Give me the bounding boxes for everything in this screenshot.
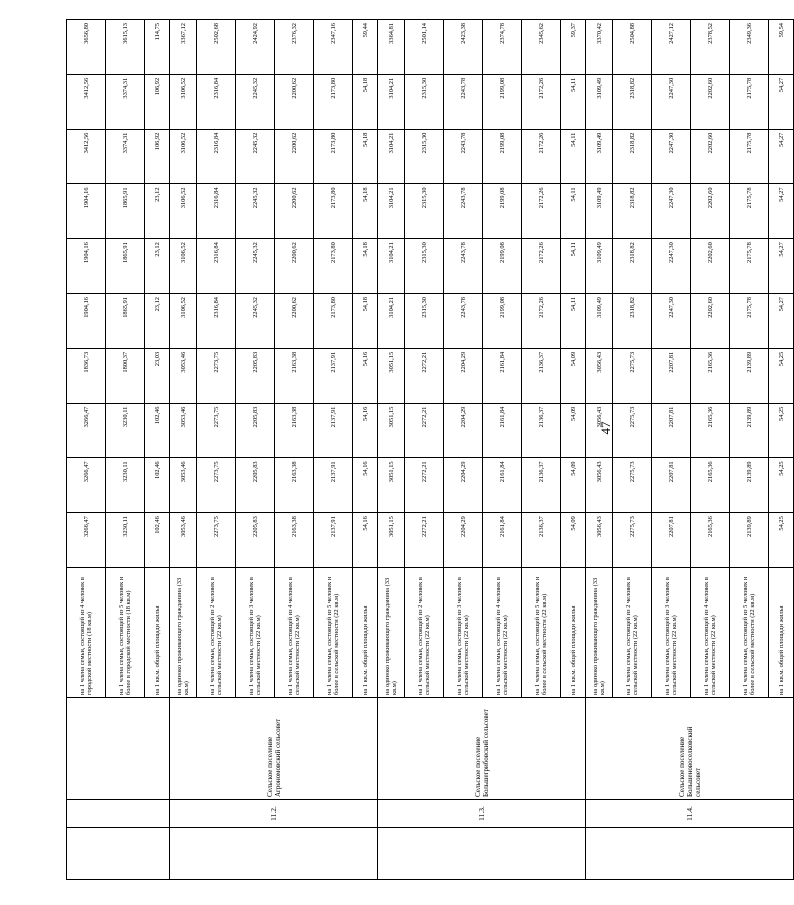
value-cell: 2172,26 xyxy=(522,74,561,129)
value-cell: 3412,56 xyxy=(67,74,106,129)
value-cell: 54,25 xyxy=(769,403,794,458)
norm-description: на 1 члена семьи, состоящей из 4 человек в сельской местности (22 кв.м) xyxy=(691,568,730,698)
value-cell: 2501,14 xyxy=(405,20,444,75)
value-cell: 2163,38 xyxy=(275,348,314,403)
value-cell: 2315,30 xyxy=(405,74,444,129)
value-cell: 2315,30 xyxy=(405,129,444,184)
value-cell: 3106,52 xyxy=(170,294,197,349)
value-cell: 3266,47 xyxy=(67,513,106,568)
value-cell: 2245,32 xyxy=(236,294,275,349)
value-cell: 3364,81 xyxy=(378,20,405,75)
value-cell: 2161,84 xyxy=(483,403,522,458)
norm-description: на 1 члена семьи, состоящей из 4 человек в сельской местности (22 кв.м) xyxy=(275,568,314,698)
value-cell: 106,92 xyxy=(145,74,170,129)
value-cell: 102,46 xyxy=(145,458,170,513)
value-cell: 54,25 xyxy=(769,458,794,513)
norm-description: на 1 кв.м. общей площади жилья xyxy=(561,568,586,698)
value-cell: 2199,08 xyxy=(483,294,522,349)
value-cell: 2318,82 xyxy=(613,294,652,349)
value-cell: 2161,84 xyxy=(483,513,522,568)
value-cell: 2349,36 xyxy=(730,20,769,75)
blank-cell xyxy=(586,828,794,880)
value-cell: 3106,52 xyxy=(170,184,197,239)
value-cell: 2247,30 xyxy=(652,294,691,349)
value-cell: 3104,21 xyxy=(378,239,405,294)
value-cell: 2318,82 xyxy=(613,74,652,129)
norm-description: на 1 члена семьи, состоящей из 3 человек в сельской местности (22 кв.м) xyxy=(236,568,275,698)
value-cell: 3109,49 xyxy=(586,239,613,294)
value-cell: 2243,78 xyxy=(444,129,483,184)
table-row xyxy=(67,20,106,880)
value-cell: 2175,78 xyxy=(730,184,769,239)
value-cell: 2207,81 xyxy=(652,403,691,458)
value-cell: 3106,52 xyxy=(170,129,197,184)
value-cell: 54,18 xyxy=(353,184,378,239)
value-cell: 2315,30 xyxy=(405,239,444,294)
value-cell: 2243,78 xyxy=(444,294,483,349)
value-cell: 54,27 xyxy=(769,129,794,184)
value-cell: 2272,21 xyxy=(405,403,444,458)
value-cell: 2175,78 xyxy=(730,129,769,184)
value-cell: 3104,21 xyxy=(378,74,405,129)
value-cell: 2137,91 xyxy=(314,458,353,513)
value-cell: 3056,43 xyxy=(586,458,613,513)
section-code xyxy=(67,800,170,828)
value-cell: 2175,78 xyxy=(730,294,769,349)
value-cell: 3230,11 xyxy=(106,458,145,513)
value-cell: 2165,36 xyxy=(691,348,730,403)
table-row xyxy=(378,20,405,880)
value-cell: 3266,47 xyxy=(67,403,106,458)
value-cell: 2199,08 xyxy=(483,184,522,239)
value-cell: 2165,36 xyxy=(691,403,730,458)
blank-cell xyxy=(378,828,586,880)
table-row xyxy=(170,20,197,880)
value-cell: 54,25 xyxy=(769,513,794,568)
value-cell: 3051,15 xyxy=(378,458,405,513)
value-cell: 2273,75 xyxy=(197,348,236,403)
value-cell: 3109,49 xyxy=(586,294,613,349)
value-cell: 2136,37 xyxy=(522,513,561,568)
norm-description: на 1 члена семьи, состоящей из 2 человек в сельской местности (22 кв.м) xyxy=(405,568,444,698)
value-cell: 2139,89 xyxy=(730,348,769,403)
value-cell: 2345,62 xyxy=(522,20,561,75)
value-cell: 2273,75 xyxy=(197,403,236,458)
value-cell: 3104,21 xyxy=(378,129,405,184)
value-cell: 2205,83 xyxy=(236,348,275,403)
value-cell: 2165,36 xyxy=(691,513,730,568)
norm-description: на 1 кв.м. общей площади жилья xyxy=(353,568,378,698)
value-cell: 3056,43 xyxy=(586,403,613,458)
value-cell: 2202,60 xyxy=(691,129,730,184)
value-cell: 54,18 xyxy=(353,239,378,294)
blank-cell xyxy=(170,828,378,880)
value-cell: 2202,60 xyxy=(691,74,730,129)
value-cell: 2207,81 xyxy=(652,458,691,513)
value-cell: 2245,32 xyxy=(236,74,275,129)
value-cell: 1904,16 xyxy=(67,294,106,349)
norm-description: на 1 члена семьи, состоящей из 4 человек в городской местности (18 кв.м) xyxy=(67,568,106,698)
value-cell: 2136,37 xyxy=(522,458,561,513)
value-cell: 102,46 xyxy=(145,513,170,568)
value-cell: 2199,08 xyxy=(483,74,522,129)
value-cell: 54,09 xyxy=(561,348,586,403)
value-cell: 2163,38 xyxy=(275,458,314,513)
value-cell: 2318,82 xyxy=(613,184,652,239)
value-cell: 3106,52 xyxy=(170,239,197,294)
value-cell: 3053,46 xyxy=(170,458,197,513)
value-cell: 2376,32 xyxy=(275,20,314,75)
value-cell: 59,44 xyxy=(353,20,378,75)
value-cell: 102,46 xyxy=(145,403,170,458)
value-cell: 54,25 xyxy=(769,348,794,403)
table-body xyxy=(67,20,794,880)
value-cell: 3266,47 xyxy=(67,458,106,513)
value-cell: 2202,60 xyxy=(691,239,730,294)
section-code: 11.2. xyxy=(170,800,378,828)
value-cell: 1836,73 xyxy=(67,348,106,403)
value-cell: 3051,15 xyxy=(378,513,405,568)
value-cell: 23,03 xyxy=(145,348,170,403)
value-cell: 2161,84 xyxy=(483,348,522,403)
value-cell: 54,16 xyxy=(353,403,378,458)
norm-description: на одиноко проживающего гражданина (33 кв.м) xyxy=(378,568,405,698)
value-cell: 2199,08 xyxy=(483,129,522,184)
settlement-name: Сельское поселение Агрономовский сельсовет xyxy=(170,698,378,800)
value-cell: 2199,08 xyxy=(483,239,522,294)
norm-description: на 1 члена семьи, состоящей из 3 человек в сельской местности (22 кв.м) xyxy=(652,568,691,698)
value-cell: 59,54 xyxy=(769,20,794,75)
value-cell: 54,27 xyxy=(769,184,794,239)
value-cell: 2200,62 xyxy=(275,129,314,184)
value-cell: 2202,60 xyxy=(691,184,730,239)
value-cell: 3056,43 xyxy=(586,513,613,568)
value-cell: 3104,21 xyxy=(378,184,405,239)
value-cell: 2318,82 xyxy=(613,129,652,184)
settlement-name xyxy=(67,698,170,800)
value-cell: 3615,13 xyxy=(106,20,145,75)
value-cell: 2275,73 xyxy=(613,513,652,568)
value-cell: 2204,29 xyxy=(444,403,483,458)
value-cell: 3370,42 xyxy=(586,20,613,75)
value-cell: 2172,26 xyxy=(522,294,561,349)
value-cell: 2163,38 xyxy=(275,403,314,458)
value-cell: 3056,43 xyxy=(586,348,613,403)
value-cell: 2504,88 xyxy=(613,20,652,75)
value-cell: 3109,49 xyxy=(586,184,613,239)
value-cell: 2205,83 xyxy=(236,458,275,513)
section-code: 11.4. xyxy=(586,800,794,828)
value-cell: 2318,82 xyxy=(613,239,652,294)
value-cell: 23,12 xyxy=(145,294,170,349)
value-cell: 2243,78 xyxy=(444,239,483,294)
value-cell: 2273,75 xyxy=(197,513,236,568)
value-cell: 2136,37 xyxy=(522,403,561,458)
value-cell: 2272,21 xyxy=(405,513,444,568)
value-cell: 2272,21 xyxy=(405,348,444,403)
value-cell: 2247,30 xyxy=(652,74,691,129)
value-cell: 3230,11 xyxy=(106,513,145,568)
value-cell: 2245,32 xyxy=(236,184,275,239)
value-cell: 54,11 xyxy=(561,74,586,129)
value-cell: 2502,68 xyxy=(197,20,236,75)
norm-description: на 1 члена семьи, состоящей из 5 человек и более в сельской местности (22 кв.м) xyxy=(522,568,561,698)
table-rotation-wrapper xyxy=(66,20,785,880)
value-cell: 2245,32 xyxy=(236,239,275,294)
value-cell: 2175,78 xyxy=(730,239,769,294)
norm-description: на одиноко проживающего гражданина (33 кв.м) xyxy=(170,568,197,698)
value-cell: 2163,38 xyxy=(275,513,314,568)
value-cell: 2374,78 xyxy=(483,20,522,75)
value-cell: 2247,30 xyxy=(652,239,691,294)
value-cell: 3106,52 xyxy=(170,74,197,129)
value-cell: 2200,62 xyxy=(275,184,314,239)
value-cell: 3051,15 xyxy=(378,348,405,403)
value-cell: 23,12 xyxy=(145,184,170,239)
value-cell: 2205,83 xyxy=(236,513,275,568)
value-cell: 2247,30 xyxy=(652,129,691,184)
value-cell: 2136,37 xyxy=(522,348,561,403)
norm-description: на 1 члена семьи, состоящей из 2 человек в сельской местности (22 кв.м) xyxy=(613,568,652,698)
value-cell: 2161,84 xyxy=(483,458,522,513)
value-cell: 54,09 xyxy=(561,513,586,568)
value-cell: 54,27 xyxy=(769,239,794,294)
norm-description: на одиноко проживающего гражданина (33 кв.м) xyxy=(586,568,613,698)
value-cell: 2200,62 xyxy=(275,294,314,349)
norm-description: на 1 члена семьи, состоящей из 5 человек и более в сельской местности (22 кв.м) xyxy=(730,568,769,698)
value-cell: 1865,91 xyxy=(106,184,145,239)
value-cell: 2316,84 xyxy=(197,184,236,239)
value-cell: 2424,92 xyxy=(236,20,275,75)
value-cell: 2316,84 xyxy=(197,239,236,294)
value-cell: 2137,91 xyxy=(314,348,353,403)
value-cell: 3412,56 xyxy=(67,129,106,184)
value-cell: 2172,26 xyxy=(522,239,561,294)
value-cell: 2173,80 xyxy=(314,74,353,129)
value-cell: 2173,80 xyxy=(314,294,353,349)
value-cell: 2315,30 xyxy=(405,294,444,349)
page-number: 47 xyxy=(598,421,613,435)
value-cell: 3051,15 xyxy=(378,403,405,458)
norm-description: на 1 кв.м. общей площади жилья xyxy=(145,568,170,698)
value-cell: 2173,80 xyxy=(314,184,353,239)
norm-description: на 1 члена семьи, состоящей из 4 человек в сельской местности (22 кв.м) xyxy=(483,568,522,698)
value-cell: 2139,89 xyxy=(730,458,769,513)
value-cell: 1865,91 xyxy=(106,294,145,349)
value-cell: 3053,46 xyxy=(170,403,197,458)
value-cell: 2139,89 xyxy=(730,513,769,568)
value-cell: 2272,21 xyxy=(405,458,444,513)
value-cell: 54,16 xyxy=(353,458,378,513)
section-code: 11.3. xyxy=(378,800,586,828)
norm-description: на 1 члена семьи, состоящей из 5 человек и более в городской местности (18 кв.м) xyxy=(106,568,145,698)
value-cell: 2204,29 xyxy=(444,458,483,513)
value-cell: 2137,91 xyxy=(314,403,353,458)
value-cell: 3053,46 xyxy=(170,348,197,403)
value-cell: 3656,80 xyxy=(67,20,106,75)
value-cell: 106,92 xyxy=(145,129,170,184)
value-cell: 2172,26 xyxy=(522,184,561,239)
value-cell: 2173,80 xyxy=(314,239,353,294)
value-cell: 2137,91 xyxy=(314,513,353,568)
value-cell: 3109,49 xyxy=(586,129,613,184)
value-cell: 2207,81 xyxy=(652,513,691,568)
value-cell: 54,18 xyxy=(353,294,378,349)
value-cell: 2315,30 xyxy=(405,184,444,239)
norm-description: на 1 члена семьи, состоящей из 3 человек в сельской местности (22 кв.м) xyxy=(444,568,483,698)
value-cell: 2200,62 xyxy=(275,239,314,294)
value-cell: 2316,84 xyxy=(197,294,236,349)
value-cell: 2423,38 xyxy=(444,20,483,75)
value-cell: 2427,12 xyxy=(652,20,691,75)
value-cell: 54,11 xyxy=(561,239,586,294)
value-cell: 54,18 xyxy=(353,74,378,129)
blank-cell xyxy=(67,828,170,880)
value-cell: 1865,91 xyxy=(106,239,145,294)
settlement-name: Сельское поселение Большеновоселковский сельсовет xyxy=(586,698,794,800)
value-cell: 23,12 xyxy=(145,239,170,294)
value-cell: 1800,37 xyxy=(106,348,145,403)
value-cell: 2247,30 xyxy=(652,184,691,239)
value-cell: 3104,21 xyxy=(378,294,405,349)
value-cell: 2316,84 xyxy=(197,74,236,129)
value-cell: 2165,36 xyxy=(691,458,730,513)
rotated-table-sheet xyxy=(66,20,785,880)
settlement-name: Сельское поселение Большегрибовский сельсовет xyxy=(378,698,586,800)
value-cell: 54,27 xyxy=(769,74,794,129)
value-cell: 2275,73 xyxy=(613,348,652,403)
value-cell: 54,11 xyxy=(561,294,586,349)
value-cell: 3230,11 xyxy=(106,403,145,458)
value-cell: 2378,52 xyxy=(691,20,730,75)
value-cell: 59,37 xyxy=(561,20,586,75)
value-cell: 54,09 xyxy=(561,458,586,513)
value-cell: 2172,26 xyxy=(522,129,561,184)
value-cell: 3374,31 xyxy=(106,74,145,129)
value-cell: 3109,49 xyxy=(586,74,613,129)
value-cell: 54,18 xyxy=(353,129,378,184)
value-cell: 2275,73 xyxy=(613,458,652,513)
value-cell: 3367,12 xyxy=(170,20,197,75)
value-cell: 2200,62 xyxy=(275,74,314,129)
value-cell: 2243,78 xyxy=(444,184,483,239)
value-cell: 54,16 xyxy=(353,513,378,568)
norm-description: на 1 члена семьи, состоящей из 5 человек и более в сельской местности (22 кв.м) xyxy=(314,568,353,698)
value-cell: 2347,16 xyxy=(314,20,353,75)
value-cell: 54,16 xyxy=(353,348,378,403)
value-cell: 2202,60 xyxy=(691,294,730,349)
value-cell: 114,75 xyxy=(145,20,170,75)
value-cell: 2207,81 xyxy=(652,348,691,403)
value-cell: 2173,80 xyxy=(314,129,353,184)
value-cell: 3053,46 xyxy=(170,513,197,568)
value-cell: 2273,75 xyxy=(197,458,236,513)
value-cell: 2245,32 xyxy=(236,129,275,184)
value-cell: 54,11 xyxy=(561,129,586,184)
value-cell: 2275,73 xyxy=(613,403,652,458)
value-cell: 2205,83 xyxy=(236,403,275,458)
norm-description: на 1 кв.м. общей площади жилья xyxy=(769,568,794,698)
value-cell: 1904,16 xyxy=(67,239,106,294)
value-cell: 54,11 xyxy=(561,184,586,239)
value-cell: 2175,78 xyxy=(730,74,769,129)
table-row xyxy=(586,20,613,880)
norm-description: на 1 члена семьи, состоящей из 2 человек в сельской местности (22 кв.м) xyxy=(197,568,236,698)
value-cell: 2243,78 xyxy=(444,74,483,129)
value-cell: 2204,29 xyxy=(444,348,483,403)
value-cell: 2316,84 xyxy=(197,129,236,184)
value-cell: 3374,31 xyxy=(106,129,145,184)
value-cell: 1904,16 xyxy=(67,184,106,239)
value-cell: 54,09 xyxy=(561,403,586,458)
value-cell: 2139,89 xyxy=(730,403,769,458)
housing-cost-table xyxy=(66,19,794,880)
value-cell: 54,27 xyxy=(769,294,794,349)
value-cell: 2204,29 xyxy=(444,513,483,568)
